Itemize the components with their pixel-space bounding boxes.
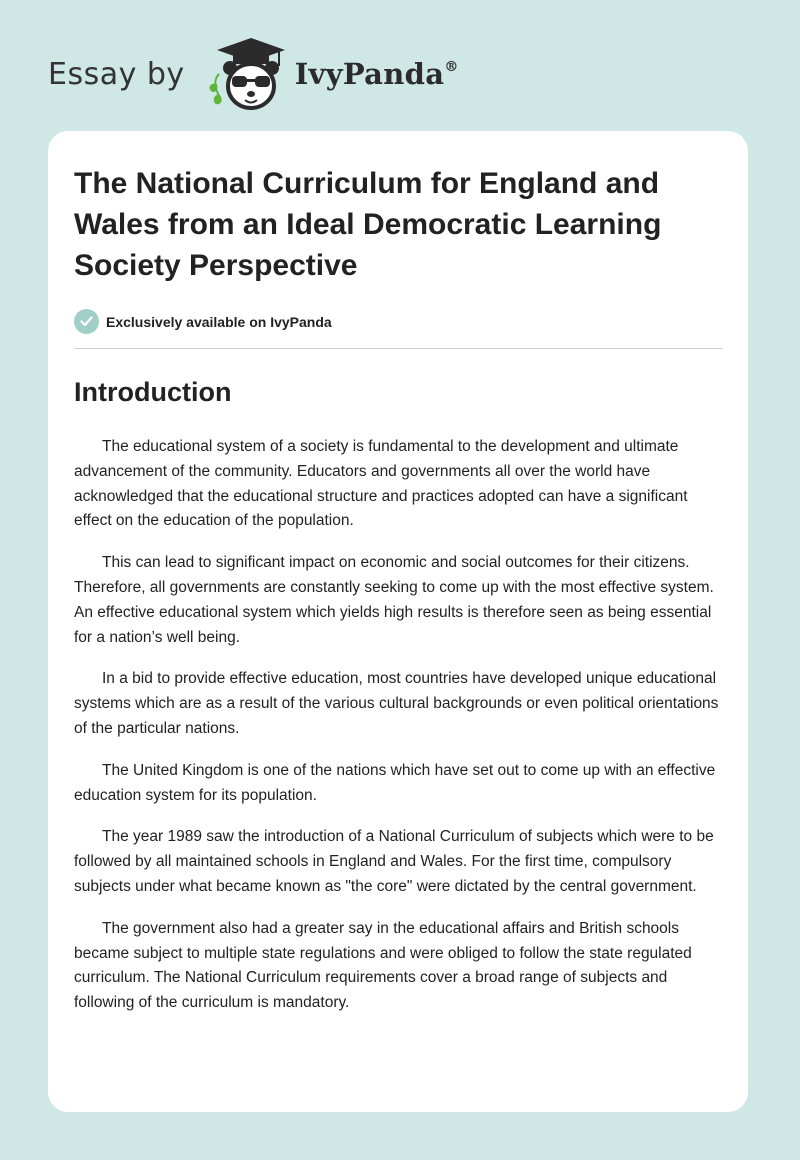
paragraph: This can lead to significant impact on economic and social outcomes for their citizens. Therefore, all governments are constantly seeking to come up with the most effective system. An effective educational system which yields high results is therefore seen as being essential for a nation’s well being. — [74, 554, 714, 646]
brand-name[interactable]: IvyPanda® — [294, 57, 459, 91]
exclusive-badge-text: Exclusively available on IvyPanda — [106, 313, 332, 330]
paragraph: The year 1989 saw the introduction of a National Curriculum of subjects which were to be followed by all maintained schools in England and Wales. For the first time, compulsory subjects under what became known as "the core" were dictated by the central government. — [74, 828, 714, 895]
panda-graduate-icon — [199, 34, 295, 114]
essay-card — [48, 131, 748, 1112]
site-header — [48, 34, 459, 114]
paragraph: The government also had a greater say in the educational affairs and British schools became subject to multiple state regulations and were obliged to follow the state regulated curriculum. The National Curriculum requirements cover a broad range of subjects and following of the curriculum is mandatory. — [74, 919, 692, 1012]
trademark-mark: ® — [444, 59, 459, 75]
paragraph: The United Kingdom is one of the nations which have set out to come up with an effective education system for its population. — [74, 761, 716, 804]
divider — [74, 348, 722, 349]
check-icon — [74, 309, 99, 334]
essay-title: The National Curriculum for England and Wales from an Ideal Democratic Learning Society Perspective — [74, 167, 662, 282]
essay-by-label: Essay by — [48, 56, 185, 92]
paragraph: In a bid to provide effective education, most countries have developed unique educational systems which are as a result of the various cultural backgrounds or even political orientations of the particular nations. — [74, 670, 719, 737]
exclusive-badge — [74, 309, 722, 334]
paragraph: The educational system of a society is fundamental to the development and ultimate advancement of the community. Educators and governments all over the world have acknowledged that the educational structure and practices adopted can have a significant effect on the education of the population. — [74, 438, 688, 530]
section-heading-introduction: Introduction — [74, 377, 232, 407]
